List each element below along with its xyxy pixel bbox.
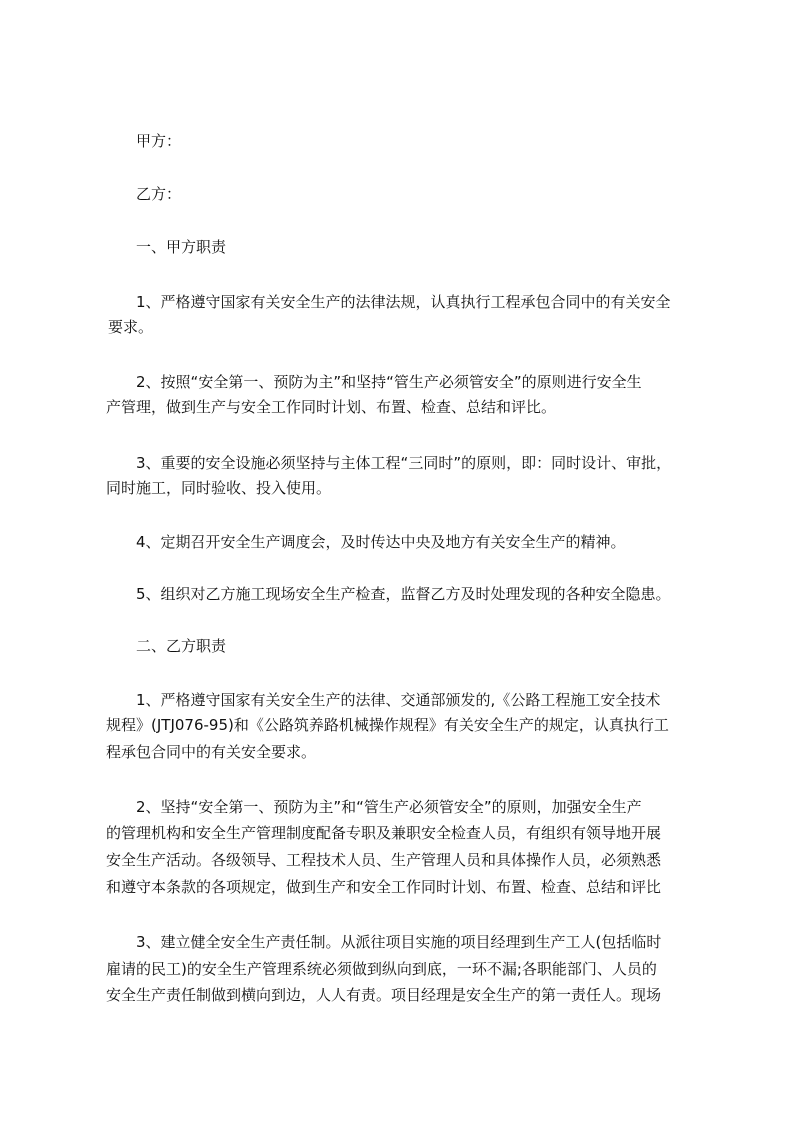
section-2-item-2-line-2: 的管理机构和安全生产管理制度配备专职及兼职安全检查人员，有组织有领导地开展 (106, 824, 662, 842)
section-1-item-2-line-1: 2、按照“安全第一、预防为主”和坚持“管生产必须管安全”的原则进行安全生 (136, 373, 642, 391)
section-1-item-3-line-1: 3、重要的安全设施必须坚持与主体工程“三同时”的原则，即：同时设计、审批， (136, 454, 672, 472)
section-2-item-1-line-2: 规程》(JTJ076-95)和《公路筑养路机械操作规程》有关安全生产的规定，认真执行工 (106, 716, 669, 734)
section-2-item-2-line-3: 安全生产活动。各级领导、工程技术人员、生产管理人员和具体操作人员，必须熟悉 (106, 851, 662, 869)
section-1-item-1-line-1: 1、严格遵守国家有关安全生产的法律法规，认真执行工程承包合同中的有关安全 (136, 293, 671, 311)
section-2-item-3-line-3: 安全生产责任制做到横向到边，人人有责。项目经理是安全生产的第一责任人。现场 (106, 986, 662, 1004)
section-1-item-1-line-2: 要求。 (108, 318, 154, 336)
section-2-item-3-line-1: 3、建立健全安全生产责任制。从派往项目实施的项目经理到生产工人(包括临时 (136, 933, 662, 951)
section-1-item-5: 5、组织对乙方施工现场安全生产检查，监督乙方及时处理发现的各种安全隐患。 (136, 585, 671, 603)
section-1-item-3-line-2: 同时施工，同时验收、投入使用。 (106, 479, 332, 497)
section-2-item-2-line-1: 2、坚持“安全第一、预防为主”和“管生产必须管安全”的原则，加强安全生产 (136, 798, 642, 816)
section-2-item-1-line-1: 1、严格遵守国家有关安全生产的法律、交通部颁发的,《公路工程施工安全技术 (136, 691, 661, 709)
party-a-label: 甲方： (136, 132, 182, 150)
section-2-heading: 二、乙方职责 (136, 637, 227, 655)
party-b-label: 乙方： (136, 185, 182, 203)
section-2-item-2-line-4: 和遵守本条款的各项规定，做到生产和安全工作同时计划、布置、检查、总结和评比 (106, 878, 662, 896)
section-2-item-1-line-3: 程承包合同中的有关安全要求。 (106, 743, 317, 761)
section-1-item-2-line-2: 产管理，做到生产与安全工作同时计划、布置、检查、总结和评比。 (106, 398, 557, 416)
section-2-item-3-line-2: 雇请的民工)的安全生产管理系统必须做到纵向到底，一环不漏;各职能部门、人员的 (106, 960, 657, 978)
section-1-item-4: 4、定期召开安全生产调度会，及时传达中央及地方有关安全生产的精神。 (136, 533, 626, 551)
section-1-heading: 一、甲方职责 (136, 238, 227, 256)
